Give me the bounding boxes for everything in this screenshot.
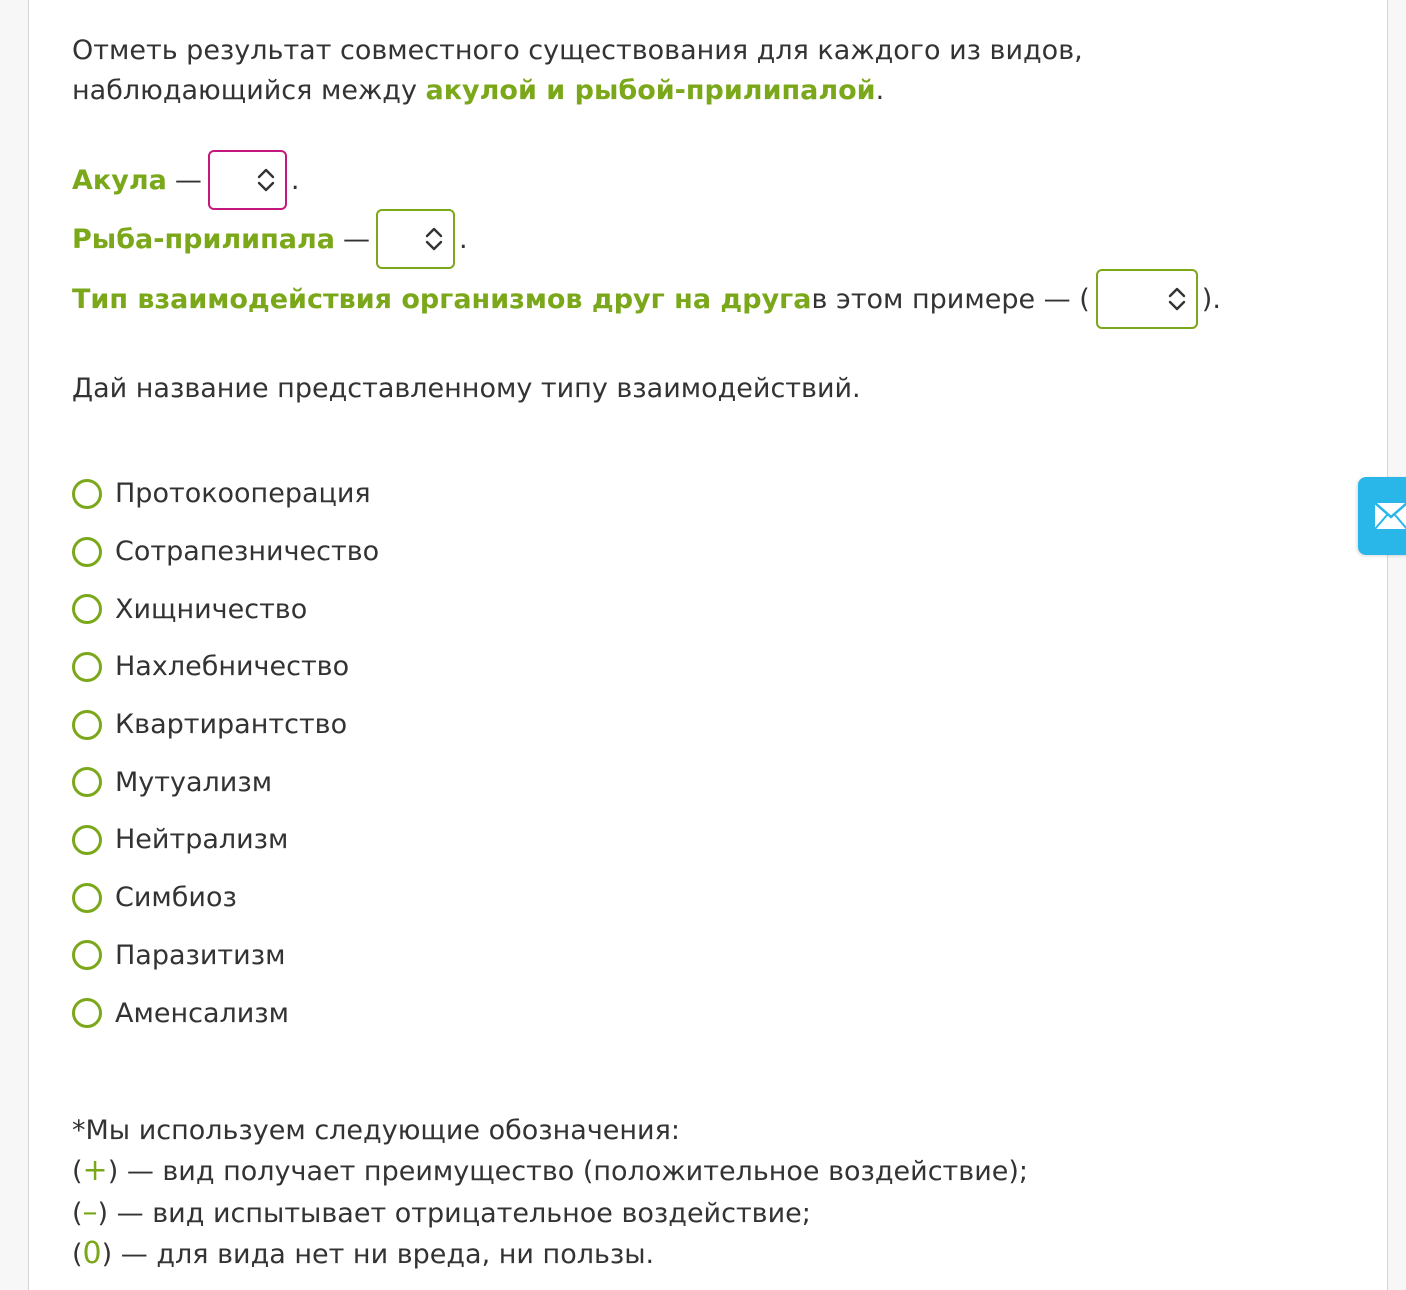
legend-paren-open: ( (72, 1156, 83, 1188)
chevron-up-down-icon (425, 226, 443, 252)
option-freeloading[interactable] (72, 638, 379, 696)
remora-effect-select[interactable] (376, 209, 455, 269)
intro-text: Отметь результат совместного существования для каждого из видов, наблюдающийся между (72, 35, 1083, 106)
option-commensalism[interactable] (72, 523, 379, 581)
question-prompt: Дай название представленному типу взаимодействий. (72, 373, 861, 404)
option-protocooperation[interactable] (72, 465, 379, 523)
interaction-type-select[interactable] (1096, 269, 1198, 329)
remora-dash: — (342, 223, 370, 255)
radio-unchecked-icon[interactable] (72, 767, 102, 797)
option-label: Нейтрализм (115, 824, 289, 856)
radio-unchecked-icon[interactable] (72, 652, 102, 682)
intro-highlight: акулой и рыбой-прилипалой (425, 75, 876, 106)
radio-unchecked-icon[interactable] (72, 940, 102, 970)
radio-unchecked-icon[interactable] (72, 594, 102, 624)
plus-symbol: + (82, 1153, 108, 1189)
remora-label: Рыба-прилипала (72, 223, 335, 255)
legend-paren-close: ) (107, 1156, 119, 1188)
shark-effect-select[interactable] (208, 150, 287, 210)
option-label: Нахлебничество (115, 651, 350, 683)
option-symbiosis[interactable] (72, 869, 379, 927)
interaction-type-row (72, 269, 1221, 329)
answer-options (72, 465, 379, 1042)
legend-paren-open: ( (72, 1197, 83, 1229)
chevron-up-down-icon (1168, 286, 1186, 312)
shark-label: Акула (72, 164, 167, 196)
legend-item-positive (72, 1151, 1028, 1192)
option-predation[interactable] (72, 580, 379, 638)
legend-text-neutral: — для вида нет ни вреда, ни пользы. (112, 1238, 655, 1270)
radio-unchecked-icon[interactable] (72, 710, 102, 740)
remora-row (72, 209, 468, 269)
intro-end: . (875, 75, 885, 106)
legend-paren-close: ) (97, 1197, 109, 1229)
shark-dash: — (174, 164, 202, 196)
interaction-row-end: ). (1201, 283, 1221, 315)
chevron-up-down-icon (257, 167, 275, 193)
option-amensalism[interactable] (72, 984, 379, 1042)
legend-text-negative: — вид испытывает отрицательное воздействие; (108, 1197, 811, 1229)
notation-legend (72, 1111, 1028, 1275)
option-inquilinism[interactable] (72, 696, 379, 754)
option-label: Квартирантство (115, 709, 348, 741)
option-label: Сотрапезничество (115, 536, 380, 568)
option-label: Протокооперация (115, 478, 371, 510)
interaction-type-text: в этом примере — ( (811, 283, 1090, 315)
radio-unchecked-icon[interactable] (72, 537, 102, 567)
legend-text-positive: — вид получает преимущество (положительное воздействие); (118, 1156, 1028, 1188)
feedback-button[interactable] (1358, 477, 1406, 555)
option-label: Симбиоз (115, 882, 237, 914)
remora-row-end: . (458, 223, 468, 255)
radio-unchecked-icon[interactable] (72, 825, 102, 855)
task-panel (28, 0, 1388, 1290)
option-parasitism[interactable] (72, 927, 379, 985)
zero-symbol: 0 (82, 1235, 102, 1271)
option-label: Хищничество (115, 593, 308, 625)
option-label: Мутуализм (115, 766, 273, 798)
legend-item-negative (72, 1193, 1028, 1234)
task-intro (72, 31, 1152, 111)
legend-paren-close: ) (101, 1238, 113, 1270)
legend-paren-open: ( (72, 1238, 83, 1270)
legend-heading: *Мы используем следующие обозначения: (72, 1115, 680, 1146)
minus-symbol: – (82, 1194, 98, 1230)
option-label: Паразитизм (115, 939, 286, 971)
shark-row (72, 150, 299, 210)
interaction-type-label: Тип взаимодействия организмов друг на друга (72, 283, 812, 315)
legend-item-neutral (72, 1234, 1028, 1275)
option-mutualism[interactable] (72, 753, 379, 811)
envelope-icon (1374, 502, 1406, 530)
radio-unchecked-icon[interactable] (72, 883, 102, 913)
option-neutralism[interactable] (72, 811, 379, 869)
shark-row-end: . (290, 164, 300, 196)
option-label: Аменсализм (115, 997, 290, 1029)
radio-unchecked-icon[interactable] (72, 479, 102, 509)
radio-unchecked-icon[interactable] (72, 998, 102, 1028)
